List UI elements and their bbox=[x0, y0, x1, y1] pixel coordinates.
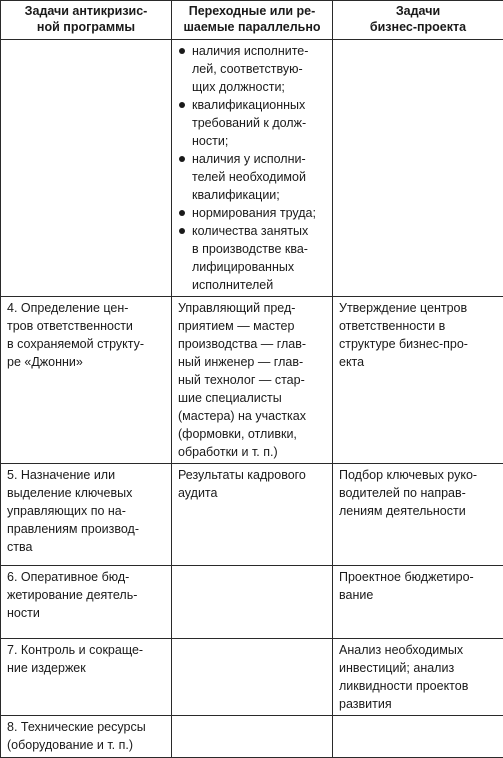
list-item: нормирования труда; bbox=[178, 204, 326, 222]
cell-transitional: Управляющий пред- приятием — мастер производства — глав- ный инженер — глав- ный технолог — стар- шие специалисты (мастера) на участках (формовки, отливки, обработки и т. п.) bbox=[172, 297, 333, 464]
list-item: наличия исполните- лей, соответствую- щих должности; bbox=[178, 42, 326, 96]
list-item: количества занятых в производстве ква- лифицированных исполнителей bbox=[178, 222, 326, 294]
list-item: наличия у исполни- телей необходимой квалификации; bbox=[178, 150, 326, 204]
cell-anticrisis: 4. Определение цен- тров ответственности в сохраняемой структу- ре «Джонни» bbox=[1, 297, 172, 464]
cell-transitional bbox=[172, 40, 333, 297]
table-row bbox=[1, 566, 503, 639]
cell-business-project: Анализ необходимых инвестиций; анализ ликвидности проектов развития bbox=[333, 639, 503, 716]
bullet-icon bbox=[179, 156, 185, 162]
bullet-list bbox=[178, 42, 326, 294]
bullet-icon bbox=[179, 210, 185, 216]
cell-anticrisis: 8. Технические ресурсы (оборудование и т. п.) bbox=[1, 716, 172, 758]
table-row bbox=[1, 40, 503, 297]
cell-anticrisis bbox=[1, 40, 172, 297]
cell-business-project bbox=[333, 716, 503, 758]
cell-transitional: Результаты кадрового аудита bbox=[172, 464, 333, 566]
table-row bbox=[1, 297, 503, 464]
table-row bbox=[1, 639, 503, 716]
table-header bbox=[1, 1, 503, 40]
cell-transitional bbox=[172, 566, 333, 639]
header-row bbox=[1, 1, 503, 40]
cell-anticrisis: 5. Назначение или выделение ключевых управляющих по на- правлениям производ- ства bbox=[1, 464, 172, 566]
header-transitional-tasks: Переходные или ре- шаемые параллельно bbox=[172, 1, 333, 40]
cell-business-project bbox=[333, 40, 503, 297]
bullet-icon bbox=[179, 48, 185, 54]
table-body bbox=[1, 40, 503, 758]
bullet-icon bbox=[179, 102, 185, 108]
table-row bbox=[1, 464, 503, 566]
header-business-project-tasks: Задачи бизнес-проекта bbox=[333, 1, 503, 40]
cell-transitional bbox=[172, 716, 333, 758]
cell-anticrisis: 7. Контроль и сокраще- ние издержек bbox=[1, 639, 172, 716]
cell-anticrisis: 6. Оперативное бюд- жетирование деятель- ности bbox=[1, 566, 172, 639]
header-anticrisis-tasks: Задачи антикризис- ной программы bbox=[1, 1, 172, 40]
cell-business-project: Проектное бюджетиро- вание bbox=[333, 566, 503, 639]
cell-business-project: Подбор ключевых руко- водителей по направ- лениям деятельности bbox=[333, 464, 503, 566]
cell-business-project: Утверждение центров ответственности в структуре бизнес-про- екта bbox=[333, 297, 503, 464]
cell-transitional bbox=[172, 639, 333, 716]
table-row bbox=[1, 716, 503, 758]
bullet-icon bbox=[179, 228, 185, 234]
list-item: квалификационных требований к долж- ности; bbox=[178, 96, 326, 150]
